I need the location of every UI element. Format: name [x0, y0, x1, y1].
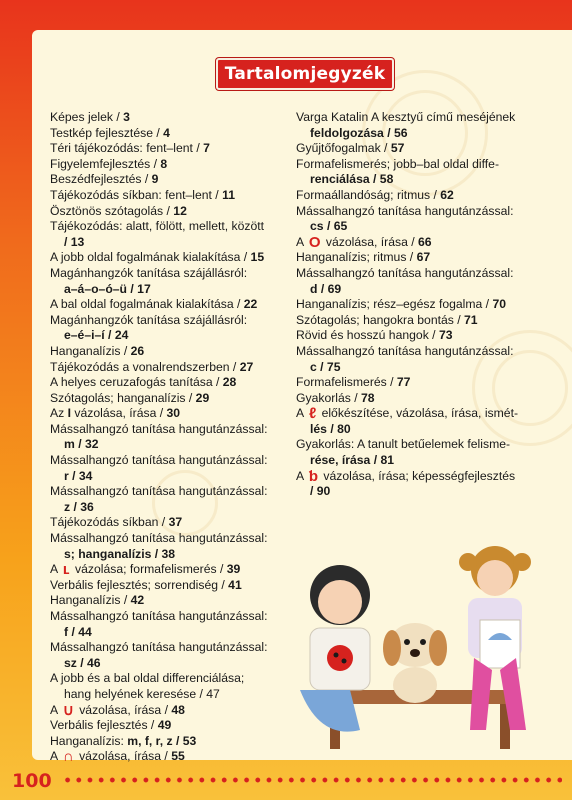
toc-entry: Mássalhangzó tanítása hangutánzással: cs / 65	[296, 203, 514, 234]
toc-entry: Magánhangzók tanítása szájállásról: a–á–o–ó–ü / 17	[50, 265, 248, 296]
toc-right-column	[296, 110, 534, 500]
toc-entry: Varga Katalin A kesztyű című meséjének feldolgozása / 56	[296, 110, 516, 140]
toc-entry: Tájékozódás síkban: fent–lent / 11	[50, 187, 235, 202]
toc-entry: Mássalhangzó tanítása hangutánzással: m / 32	[50, 421, 268, 452]
letter-element-glyph: O	[308, 233, 321, 251]
dog-body	[393, 667, 437, 703]
toc-entry: Formaállandóság; ritmus / 62	[296, 187, 454, 202]
toc-entry: Rövid és hosszú hangok / 73	[296, 328, 453, 343]
toc-entry: A jobb és a bal oldal differenciálása; hang helyének keresése / 47	[50, 671, 245, 701]
child-pants	[300, 690, 360, 732]
toc-entry: Gyűjtőfogalmak / 57	[296, 141, 405, 156]
toc-entry: Téri tájékozódás: fent–lent / 7	[50, 141, 210, 156]
letter-element-glyph: ƅ	[308, 467, 319, 485]
toc-entry: A ℓ előkészítése, vázolása, írása, ismét- lés / 80	[296, 405, 519, 436]
toc-entry: Figyelemfejlesztés / 8	[50, 156, 168, 171]
letter-element-glyph: ℓ	[308, 405, 317, 423]
toc-entry: Verbális fejlesztés / 49	[50, 718, 172, 733]
toc-entry: Hanganalízis; rész–egész fogalma / 70	[296, 297, 507, 312]
toc-entry: A ʟ vázolása; formafelismerés / 39	[50, 561, 241, 579]
toc-entry: A ƅ vázolása, írása; képességfejlesztés / 90	[296, 467, 516, 499]
children-illustration	[280, 540, 560, 755]
toc-entry: A O vázolása, írása / 66	[296, 233, 432, 251]
toc-entry: Ösztönös szótagolás / 12	[50, 203, 187, 218]
page-title: Tartalomjegyzék	[224, 64, 386, 84]
dog-ear	[383, 630, 401, 666]
toc-entry: Mássalhangzó tanítása hangutánzással: r / 34	[50, 453, 268, 483]
girl-pants	[470, 658, 492, 730]
toc-entry: Mássalhangzó tanítása hangutánzással: c / 75	[296, 343, 514, 374]
toc-entry: Mássalhangzó tanítása hangutánzással: d / 69	[296, 265, 514, 296]
toc-left-column	[50, 110, 286, 765]
ladybug-print	[327, 645, 353, 671]
toc-entry: A jobb oldal fogalmának kialakítása / 15	[50, 250, 265, 265]
letter-glyph: I	[67, 406, 71, 421]
toc-entry: Hanganalízis / 42	[50, 593, 145, 608]
girl-face	[477, 560, 513, 596]
toc-entry: Tájékozódás síkban / 37	[50, 515, 183, 530]
toc-entry: Tájékozódás a vonalrendszerben / 27	[50, 359, 254, 374]
toc-entry: Testkép fejlesztése / 4	[50, 125, 170, 140]
toc-entry: A ∩ vázolása, írása / 55	[50, 748, 185, 766]
toc-entry: Mássalhangzó tanítása hangutánzással: s; hanganalízis / 38	[50, 531, 268, 561]
letter-element-glyph: ∩	[62, 748, 74, 766]
toc-entry: Mássalhangzó tanítása hangutánzással: sz / 46	[50, 640, 268, 670]
toc-entry: Formafelismerés / 77	[296, 375, 411, 390]
toc-entry: Képes jelek / 3	[50, 110, 130, 124]
toc-entry: Beszédfejlesztés / 9	[50, 172, 159, 187]
dotted-rule	[62, 776, 562, 784]
page-number: 100	[12, 770, 52, 792]
toc-entry: Szótagolás; hanganalízis / 29	[50, 390, 210, 405]
toc-entry: Hanganalízis / 26	[50, 343, 145, 358]
toc-entry: A helyes ceruzafogás tanítása / 28	[50, 375, 237, 390]
title-banner	[216, 58, 394, 90]
toc-entry: Gyakorlás: A tanult betűelemek felisme- rése, írása / 81	[296, 437, 511, 468]
letter-element-glyph: ʟ	[62, 561, 70, 579]
toc-entry: Hanganalízis; ritmus / 67	[296, 250, 431, 265]
toc-entry: Szótagolás; hangokra bontás / 71	[296, 312, 478, 327]
toc-entry: Magánhangzók tanítása szájállásról: e–é–i–í / 24	[50, 312, 248, 343]
dog-ear	[429, 630, 447, 666]
toc-entry: Verbális fejlesztés; sorrendiség / 41	[50, 577, 242, 592]
letter-element-glyph: ∪	[62, 701, 74, 719]
toc-entry: A ∪ vázolása, írása / 48	[50, 701, 185, 719]
toc-entry: Formafelismerés; jobb–bal oldal diffe- renciálása / 58	[296, 156, 499, 187]
toc-entry: Az I vázolása, írása / 30	[50, 406, 181, 421]
toc-entry: Hanganalízis: m, f, r, z / 53	[50, 733, 197, 748]
toc-entry: Gyakorlás / 78	[296, 390, 375, 405]
toc-entry: Mássalhangzó tanítása hangutánzással: f / 44	[50, 609, 268, 639]
toc-entry: Mássalhangzó tanítása hangutánzással: z / 36	[50, 484, 268, 514]
toc-entry: A bal oldal fogalmának kialakítása / 22	[50, 297, 258, 312]
toc-entry: Tájékozódás: alatt, fölött, mellett, között / 13	[50, 219, 265, 249]
child-face	[318, 580, 362, 624]
